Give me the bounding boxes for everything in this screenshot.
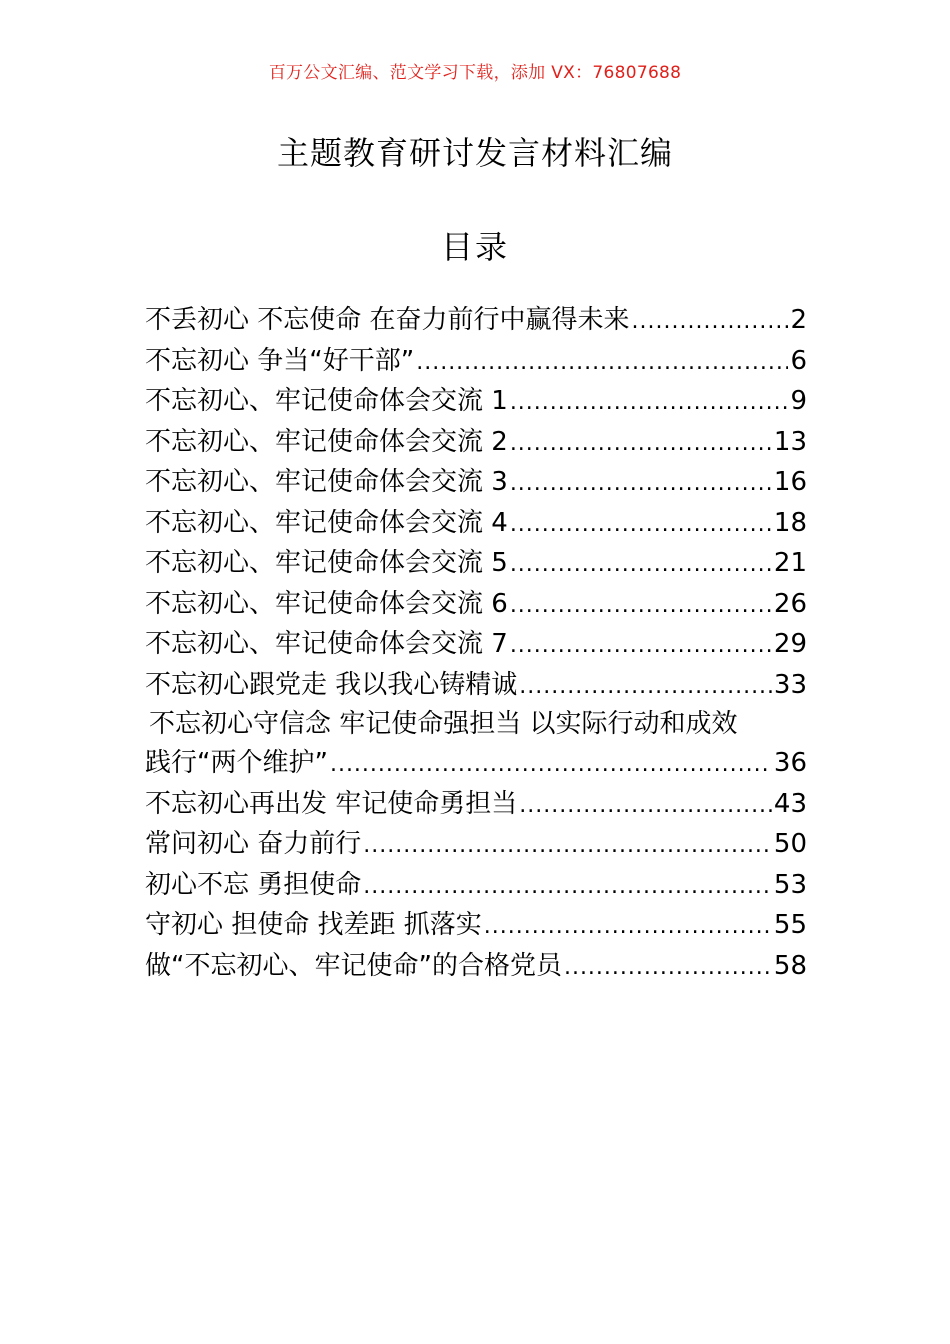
toc-entry-page: 55 — [773, 910, 807, 940]
toc-entry-page: 18 — [773, 507, 807, 538]
toc-entry[interactable] — [145, 341, 807, 382]
toc-entry-page: 2 — [790, 305, 807, 335]
toc-entry-title: 不丢初心 不忘使命 在奋力前行中赢得未来 — [145, 305, 630, 335]
toc-entry-title: 不忘初心、牢记使命体会交流 4 — [145, 507, 508, 538]
toc-entry-page: 58 — [773, 950, 807, 981]
toc-entry[interactable] — [145, 624, 807, 665]
document-title: 主题教育研讨发言材料汇编 — [276, 134, 673, 172]
toc-entry-page: 36 — [773, 748, 807, 778]
toc-leader-dots — [484, 907, 772, 948]
toc-entry-title: 常问初心 奋力前行 — [145, 829, 362, 859]
toc-entry-title: 不忘初心 争当“好干部” — [145, 345, 415, 376]
toc-entry-page: 21 — [773, 548, 807, 578]
toc-entry-page: 43 — [773, 788, 807, 819]
toc-leader-dots — [632, 302, 789, 343]
toc-entry-title-line1: 不忘初心守信念 牢记使命强担当 以实际行动和成效 — [149, 709, 738, 739]
toc-entry[interactable] — [145, 865, 807, 906]
toc-entry[interactable] — [145, 784, 807, 825]
toc-entry[interactable] — [145, 422, 807, 463]
toc-entry[interactable] — [145, 665, 807, 706]
toc-leader-dots — [510, 464, 772, 505]
toc-leader-dots — [519, 786, 772, 827]
toc-entry-page: 53 — [773, 869, 807, 900]
watermark-contact-note: 百万公文汇编、范文学习下载，添加 VX：76807688 — [268, 63, 682, 83]
toc-entry[interactable] — [145, 300, 807, 341]
toc-leader-dots — [564, 948, 772, 989]
toc-entry-page: 6 — [790, 345, 807, 376]
toc-entry-title: 不忘初心、牢记使命体会交流 5 — [145, 548, 508, 578]
toc-entry-title-line2: 践行“两个维护” — [145, 748, 328, 778]
toc-entry[interactable] — [145, 705, 807, 784]
toc-heading: 目录 — [440, 228, 509, 266]
table-of-contents — [145, 300, 807, 986]
toc-leader-dots — [510, 586, 772, 627]
toc-entry-title: 不忘初心、牢记使命体会交流 7 — [145, 629, 508, 659]
toc-leader-dots — [510, 383, 789, 424]
toc-leader-dots — [416, 343, 788, 384]
toc-entry-title: 不忘初心、牢记使命体会交流 3 — [145, 467, 508, 497]
toc-entry-title: 不忘初心、牢记使命体会交流 6 — [145, 588, 508, 619]
toc-entry-page: 13 — [773, 426, 807, 457]
toc-leader-dots — [363, 826, 772, 867]
toc-entry[interactable] — [145, 824, 807, 865]
toc-leader-dots — [510, 505, 772, 546]
toc-leader-dots — [510, 545, 772, 586]
toc-leader-dots — [363, 867, 772, 908]
toc-entry-page: 33 — [773, 669, 807, 700]
toc-entry-page: 26 — [773, 588, 807, 619]
toc-entry-title: 守初心 担使命 找差距 抓落实 — [145, 910, 482, 940]
toc-entry-page: 50 — [773, 829, 807, 859]
toc-entry-title: 不忘初心再出发 牢记使命勇担当 — [145, 788, 518, 819]
toc-entry[interactable] — [145, 462, 807, 503]
toc-entry[interactable] — [145, 584, 807, 625]
toc-entry-page: 29 — [773, 629, 807, 659]
toc-entry-title: 不忘初心跟党走 我以我心铸精诚 — [145, 669, 518, 700]
toc-leader-dots — [510, 424, 772, 465]
toc-leader-dots — [510, 626, 772, 667]
toc-entry-title: 不忘初心、牢记使命体会交流 2 — [145, 426, 508, 457]
toc-leader-dots — [330, 745, 772, 786]
toc-entry-title: 初心不忘 勇担使命 — [145, 869, 362, 900]
toc-entry-page: 16 — [773, 467, 807, 497]
toc-entry-title: 做“不忘初心、牢记使命”的合格党员 — [145, 950, 562, 981]
toc-leader-dots — [519, 667, 772, 708]
toc-entry[interactable] — [145, 905, 807, 946]
toc-entry-page: 9 — [790, 386, 807, 416]
toc-entry-title: 不忘初心、牢记使命体会交流 1 — [145, 386, 508, 416]
toc-entry[interactable] — [145, 381, 807, 422]
toc-entry[interactable] — [145, 503, 807, 544]
toc-entry[interactable] — [145, 946, 807, 987]
toc-entry[interactable] — [145, 543, 807, 584]
